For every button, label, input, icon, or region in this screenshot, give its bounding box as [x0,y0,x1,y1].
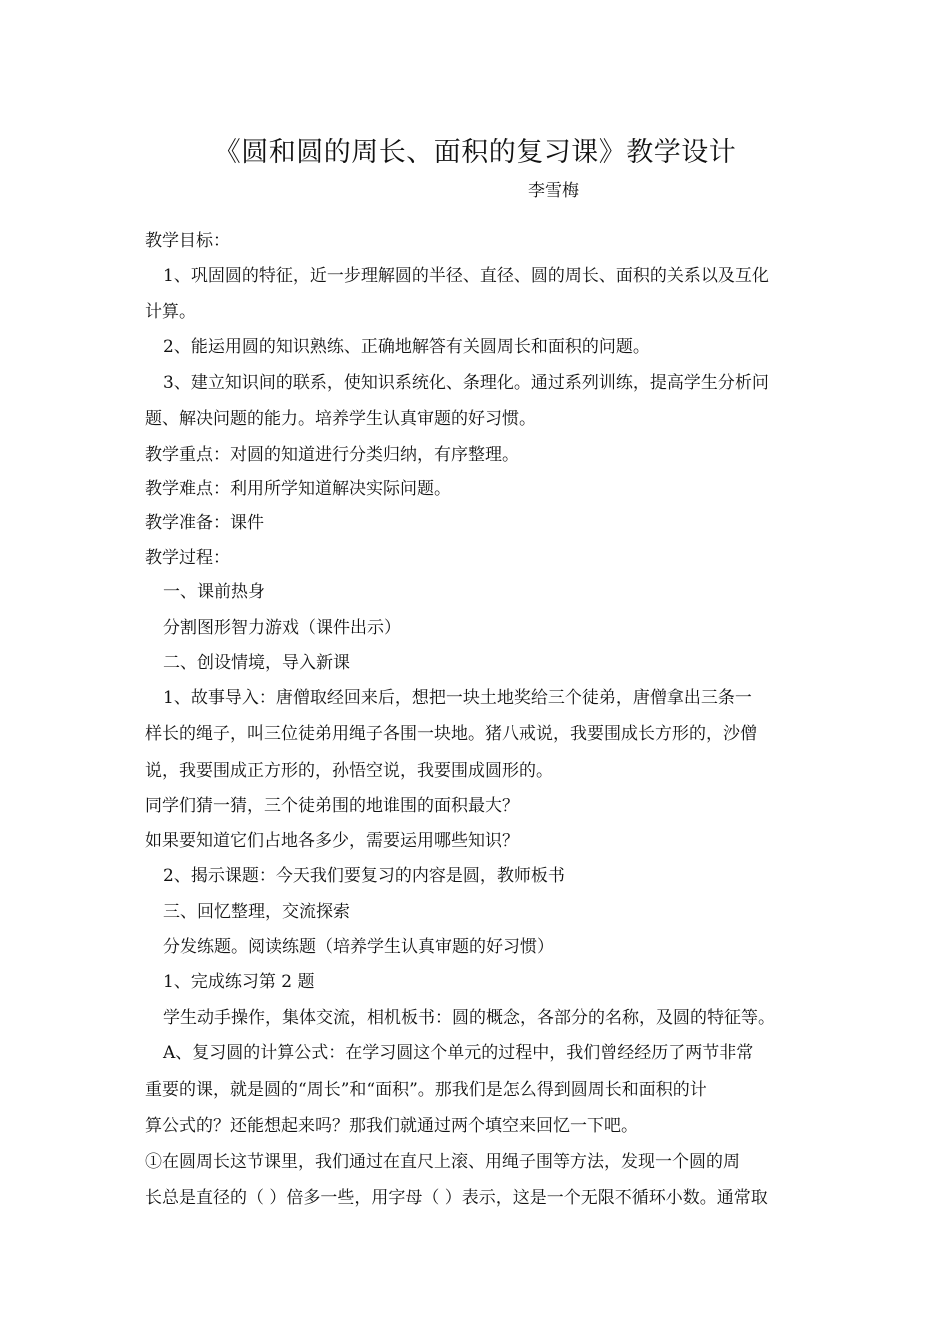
text-line: 1、完成练习第 2 题 [163,972,315,992]
text-line: 如果要知道它们占地各多少，需要运用哪些知识？ [145,831,519,851]
text-line: 说，我要围成正方形的，孙悟空说，我要围成圆形的。 [145,761,553,781]
text-line: 算公式的？还能想起来吗？那我们就通过两个填空来回忆一下吧。 [145,1116,638,1136]
text-line: 计算。 [145,302,196,322]
text-line: 教学过程： [145,548,230,568]
text-line: 2、能运用圆的知识熟练、正确地解答有关圆周长和面积的问题。 [163,337,650,357]
text-line: 一、课前热身 [163,582,265,602]
text-line: 同学们猜一猜，三个徒弟围的地谁围的面积最大？ [145,796,519,816]
author-name: 李雪梅 [528,181,579,201]
text-line: 题、解决问题的能力。培养学生认真审题的好习惯。 [145,409,536,429]
text-line: A、复习圆的计算公式：在学习圆这个单元的过程中，我们曾经经历了两节非常 [163,1043,754,1063]
text-line: 分发练题。阅读练题（培养学生认真审题的好习惯） [163,937,554,957]
text-line: 3、建立知识间的联系，使知识系统化、条理化。通过系列训练，提高学生分析问 [163,373,769,393]
text-line: 教学难点：利用所学知道解决实际问题。 [145,479,451,499]
text-line: 2、揭示课题：今天我们要复习的内容是圆，教师板书 [163,866,565,886]
text-line: 教学准备：课件 [145,513,264,533]
text-line: 教学重点：对圆的知道进行分类归纳，有序整理。 [145,445,519,465]
text-line: 教学目标： [145,231,230,251]
text-line: ①在圆周长这节课里，我们通过在直尺上滚、用绳子围等方法，发现一个圆的周 [145,1152,740,1172]
text-line: 重要的课，就是圆的“周长”和“面积”。那我们是怎么得到圆周长和面积的计 [145,1080,707,1100]
text-line: 长总是直径的（ ）倍多一些，用字母（ ）表示，这是一个无限不循环小数。通常取 [145,1188,768,1208]
document-title: 《圆和圆的周长、面积的复习课》教学设计 [213,137,737,168]
text-line: 1、巩固圆的特征，近一步理解圆的半径、直径、圆的周长、面积的关系以及互化 [163,266,769,286]
text-line: 三、回忆整理，交流探索 [163,902,350,922]
text-line: 样长的绳子，叫三位徒弟用绳子各围一块地。猪八戒说，我要围成长方形的，沙僧 [145,724,757,744]
text-line: 1、故事导入：唐僧取经回来后，想把一块土地奖给三个徒弟，唐僧拿出三条一 [163,688,752,708]
text-line: 二、创设情境，导入新课 [163,653,350,673]
text-line: 分割图形智力游戏（课件出示） [163,618,401,638]
text-line: 学生动手操作，集体交流，相机板书：圆的概念，各部分的名称，及圆的特征等。 [163,1008,775,1028]
